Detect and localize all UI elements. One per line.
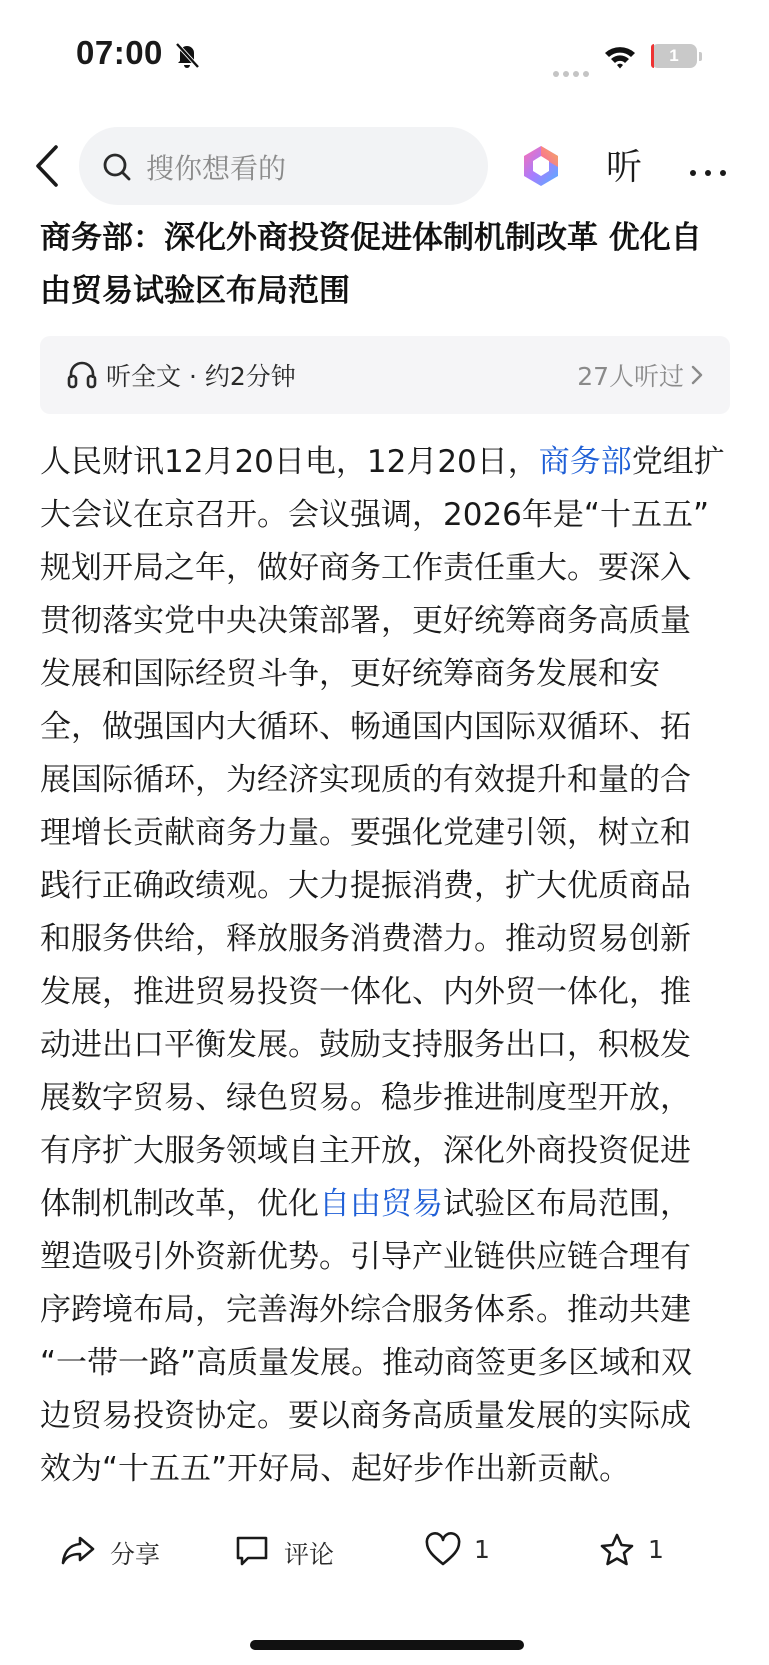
link-ministry-of-commerce[interactable]: 商务部 <box>538 444 632 480</box>
back-button[interactable] <box>30 143 66 189</box>
body-line: 大会议在京召开。会议强调，2026年是“十五五” <box>40 497 710 533</box>
body-line: 展国际循环，为经济实现质的有效提升和量的合 <box>40 762 691 798</box>
body-line: 和服务供给，释放服务消费潜力。推动贸易创新 <box>40 921 691 957</box>
body-text: 体制机制改革，优化 <box>40 1186 319 1222</box>
listen-duration-label: 听全文 · 约2分钟 <box>106 362 296 391</box>
title-line: 商务部：深化外商投资促进体制机制改革 优化自 <box>40 220 702 256</box>
article-title <box>40 212 730 318</box>
body-line: 有序扩大服务领域自主开放，深化外商投资促进 <box>40 1133 691 1169</box>
share-icon <box>60 1532 96 1568</box>
body-line: 规划开局之年，做好商务工作责任重大。要深入 <box>40 550 691 586</box>
article-body <box>40 436 730 1496</box>
headphones-icon <box>66 358 98 390</box>
body-line: 边贸易投资协定。要以商务高质量发展的实际成 <box>40 1398 691 1434</box>
bell-off-icon <box>172 40 202 70</box>
body-line: 贯彻落实党中央决策部署，更好统筹商务高质量 <box>40 603 691 639</box>
title-line: 由贸易试验区布局范围 <box>40 273 350 309</box>
link-free-trade[interactable]: 自由贸易 <box>319 1186 443 1222</box>
search-input[interactable] <box>79 127 488 205</box>
home-indicator[interactable] <box>250 1640 524 1650</box>
body-line <box>40 436 730 489</box>
body-line: 展数字贸易、绿色贸易。稳步推进制度型开放， <box>40 1080 691 1116</box>
body-text: 党组扩 <box>631 444 725 480</box>
favorite-button[interactable] <box>598 1528 678 1578</box>
listen-count: 27人听过 <box>577 362 684 391</box>
search-placeholder: 搜你想看的 <box>146 152 287 185</box>
wifi-icon <box>603 44 637 70</box>
listen-button[interactable]: 听 <box>606 147 643 188</box>
comment-label: 评论 <box>284 1540 335 1569</box>
share-label: 分享 <box>110 1540 161 1569</box>
body-line: 动进出口平衡发展。鼓励支持服务出口，积极发 <box>40 1027 691 1063</box>
status-bar <box>0 0 769 110</box>
body-line: 践行正确政绩观。大力提振消费，扩大优质商品 <box>40 868 691 904</box>
body-line: 效为“十五五”开好局、起好步作出新贡献。 <box>40 1451 631 1487</box>
battery-icon: 1 <box>651 44 697 68</box>
listen-full-text-card[interactable] <box>40 336 730 414</box>
share-button[interactable] <box>60 1528 170 1578</box>
action-bar <box>0 1528 769 1588</box>
like-button[interactable] <box>424 1528 504 1578</box>
star-icon <box>598 1532 636 1568</box>
cellular-signal-icon <box>553 62 593 81</box>
body-line: 发展，推进贸易投资一体化、内外贸一体化，推 <box>40 974 691 1010</box>
body-text: 人民财讯12月20日电，12月20日， <box>40 444 539 480</box>
like-count: 1 <box>474 1535 490 1564</box>
body-line: 序跨境布局，完善海外综合服务体系。推动共建 <box>40 1292 691 1328</box>
body-line: 塑造吸引外资新优势。引导产业链供应链合理有 <box>40 1239 691 1275</box>
body-text: 试验区布局范围， <box>443 1186 691 1222</box>
search-icon <box>101 151 133 183</box>
battery-tip <box>699 52 702 61</box>
nav-bar <box>0 125 769 209</box>
more-options-icon[interactable] <box>690 161 735 180</box>
comment-icon <box>234 1532 270 1568</box>
status-time: 07:00 <box>76 34 163 71</box>
favorite-count: 1 <box>648 1535 664 1564</box>
chevron-right-icon <box>690 364 704 386</box>
body-line: 理增长贡献商务力量。要强化党建引领，树立和 <box>40 815 691 851</box>
body-line: 发展和国际经贸斗争，更好统筹商务发展和安 <box>40 656 660 692</box>
body-line: 全，做强国内大循环、畅通国内国际双循环、拓 <box>40 709 691 745</box>
comment-button[interactable] <box>234 1528 344 1578</box>
body-line: “一带一路”高质量发展。推动商签更多区域和双 <box>40 1345 693 1381</box>
ai-assistant-icon[interactable] <box>518 143 564 189</box>
heart-icon <box>424 1532 462 1568</box>
body-line <box>40 1178 730 1231</box>
